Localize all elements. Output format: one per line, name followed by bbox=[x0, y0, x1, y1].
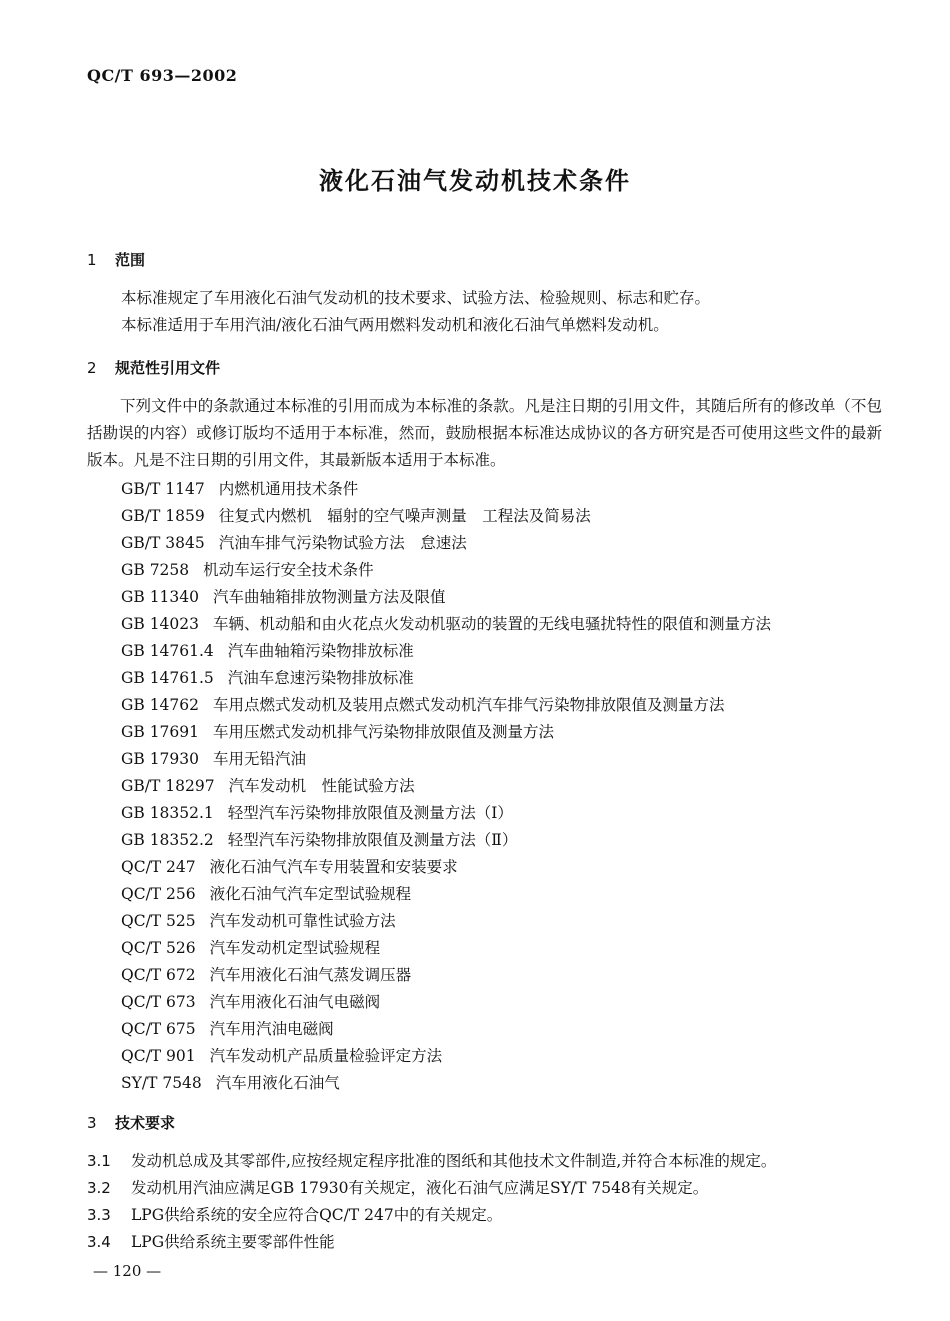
reference-list bbox=[121, 476, 771, 1097]
clause-text: LPG供给系统主要零部件性能 bbox=[131, 1233, 335, 1251]
reference-code: GB 18352.1 bbox=[121, 804, 214, 822]
clause-text: 发动机用汽油应满足GB 17930有关规定，液化石油气应满足SY/T 7548有关规定。 bbox=[131, 1179, 709, 1197]
reference-item bbox=[121, 854, 771, 881]
reference-code: GB 11340 bbox=[121, 588, 200, 606]
reference-title: 往复式内燃机 辐射的空气噪声测量 工程法及简易法 bbox=[218, 507, 591, 525]
reference-code: GB 14762 bbox=[121, 696, 200, 714]
clause-number: 3.3 bbox=[87, 1206, 111, 1224]
reference-code: GB 17691 bbox=[121, 723, 200, 741]
section-2-title: 规范性引用文件 bbox=[115, 359, 221, 377]
section-1-paragraph: 本标准适用于车用汽油/液化石油气两用燃料发动机和液化石油气单燃料发动机。 bbox=[121, 316, 669, 334]
section-1-title: 范围 bbox=[115, 251, 146, 269]
reference-code: QC/T 673 bbox=[121, 993, 196, 1011]
reference-item bbox=[121, 611, 771, 638]
clause-number: 3.2 bbox=[87, 1179, 111, 1197]
reference-title: 汽车发动机 性能试验方法 bbox=[228, 777, 415, 795]
reference-code: GB 17930 bbox=[121, 750, 200, 768]
reference-item bbox=[121, 800, 771, 827]
reference-item bbox=[121, 962, 771, 989]
reference-item bbox=[121, 530, 771, 557]
reference-item bbox=[121, 989, 771, 1016]
reference-item bbox=[121, 827, 771, 854]
page-number: — 120 — bbox=[93, 1262, 162, 1280]
reference-title: 汽车用汽油电磁阀 bbox=[209, 1020, 334, 1038]
reference-item bbox=[121, 881, 771, 908]
clause-text: LPG供给系统的安全应符合QC/T 247中的有关规定。 bbox=[131, 1206, 503, 1224]
reference-code: SY/T 7548 bbox=[121, 1074, 202, 1092]
reference-code: QC/T 526 bbox=[121, 939, 196, 957]
document-title: 液化石油气发动机技术条件 bbox=[319, 167, 631, 195]
reference-title: 汽车用液化石油气 bbox=[215, 1074, 340, 1092]
reference-code: GB/T 1147 bbox=[121, 480, 205, 498]
reference-code: QC/T 901 bbox=[121, 1047, 196, 1065]
reference-code: GB/T 1859 bbox=[121, 507, 205, 525]
reference-title: 液化石油气汽车专用装置和安装要求 bbox=[209, 858, 458, 876]
reference-title: 汽车发动机可靠性试验方法 bbox=[209, 912, 396, 930]
reference-code: GB 18352.2 bbox=[121, 831, 214, 849]
reference-title: 汽车曲轴箱排放物测量方法及限值 bbox=[213, 588, 446, 606]
reference-item bbox=[121, 503, 771, 530]
reference-code: QC/T 675 bbox=[121, 1020, 196, 1038]
reference-title: 汽车用液化石油气电磁阀 bbox=[209, 993, 381, 1011]
reference-title: 液化石油气汽车定型试验规程 bbox=[209, 885, 412, 903]
reference-item bbox=[121, 665, 771, 692]
standard-code: QC/T 693—2002 bbox=[87, 66, 238, 85]
section-2-number: 2 bbox=[87, 359, 97, 377]
clause-text: 发动机总成及其零部件,应按经规定程序批准的图纸和其他技术文件制造,并符合本标准的规定。 bbox=[131, 1152, 777, 1170]
reference-title: 车用压燃式发动机排气污染物排放限值及测量方法 bbox=[213, 723, 555, 741]
reference-code: GB/T 3845 bbox=[121, 534, 205, 552]
reference-item bbox=[121, 746, 771, 773]
clause-3-3 bbox=[87, 1205, 502, 1225]
section-1-paragraph: 本标准规定了车用液化石油气发动机的技术要求、试验方法、检验规则、标志和贮存。 bbox=[121, 289, 711, 307]
clause-number: 3.4 bbox=[87, 1233, 111, 1251]
section-1-number: 1 bbox=[87, 251, 97, 269]
reference-code: QC/T 256 bbox=[121, 885, 196, 903]
reference-title: 机动车运行安全技术条件 bbox=[203, 561, 374, 579]
reference-item bbox=[121, 584, 771, 611]
section-3-number: 3 bbox=[87, 1114, 97, 1132]
reference-title: 内燃机通用技术条件 bbox=[218, 480, 359, 498]
section-2-intro: 下列文件中的条款通过本标准的引用而成为本标准的条款。凡是注日期的引用文件，其随后所有的修改单（不包括勘误的内容）或修订版均不适用于本标准，然而，鼓励根据本标准达成协议的各方研究是否可使用这些文件的最新版本。凡是不注日期的引用文件，其最新版本适用于本标准。 bbox=[87, 397, 882, 469]
reference-item bbox=[121, 1043, 771, 1070]
reference-item bbox=[121, 1070, 771, 1097]
reference-item bbox=[121, 908, 771, 935]
reference-item bbox=[121, 692, 771, 719]
reference-code: GB/T 18297 bbox=[121, 777, 215, 795]
reference-title: 轻型汽车污染物排放限值及测量方法（Ⅱ） bbox=[227, 831, 518, 849]
reference-item bbox=[121, 638, 771, 665]
reference-title: 车用无铅汽油 bbox=[213, 750, 307, 768]
reference-code: QC/T 525 bbox=[121, 912, 196, 930]
reference-title: 车辆、机动船和由火花点火发动机驱动的装置的无线电骚扰特性的限值和测量方法 bbox=[213, 615, 772, 633]
reference-code: GB 14761.5 bbox=[121, 669, 214, 687]
reference-code: GB 14023 bbox=[121, 615, 200, 633]
reference-code: GB 14761.4 bbox=[121, 642, 214, 660]
reference-title: 汽油车排气污染物试验方法 怠速法 bbox=[218, 534, 467, 552]
reference-item bbox=[121, 773, 771, 800]
reference-title: 汽车发动机定型试验规程 bbox=[209, 939, 381, 957]
clause-3-4 bbox=[87, 1232, 335, 1252]
reference-title: 汽车用液化石油气蒸发调压器 bbox=[209, 966, 412, 984]
reference-item bbox=[121, 476, 771, 503]
reference-title: 汽油车怠速污染物排放标准 bbox=[227, 669, 414, 687]
clause-3-1 bbox=[87, 1151, 776, 1171]
reference-title: 轻型汽车污染物排放限值及测量方法（Ⅰ） bbox=[227, 804, 513, 822]
clause-number: 3.1 bbox=[87, 1152, 111, 1170]
reference-item bbox=[121, 557, 771, 584]
section-3-title: 技术要求 bbox=[115, 1114, 176, 1132]
reference-code: QC/T 672 bbox=[121, 966, 196, 984]
reference-code: GB 7258 bbox=[121, 561, 190, 579]
reference-title: 汽车发动机产品质量检验评定方法 bbox=[209, 1047, 443, 1065]
reference-code: QC/T 247 bbox=[121, 858, 196, 876]
clause-3-2 bbox=[87, 1178, 708, 1198]
reference-item bbox=[121, 935, 771, 962]
reference-title: 车用点燃式发动机及装用点燃式发动机汽车排气污染物排放限值及测量方法 bbox=[213, 696, 725, 714]
reference-item bbox=[121, 719, 771, 746]
reference-title: 汽车曲轴箱污染物排放标准 bbox=[227, 642, 414, 660]
reference-item bbox=[121, 1016, 771, 1043]
